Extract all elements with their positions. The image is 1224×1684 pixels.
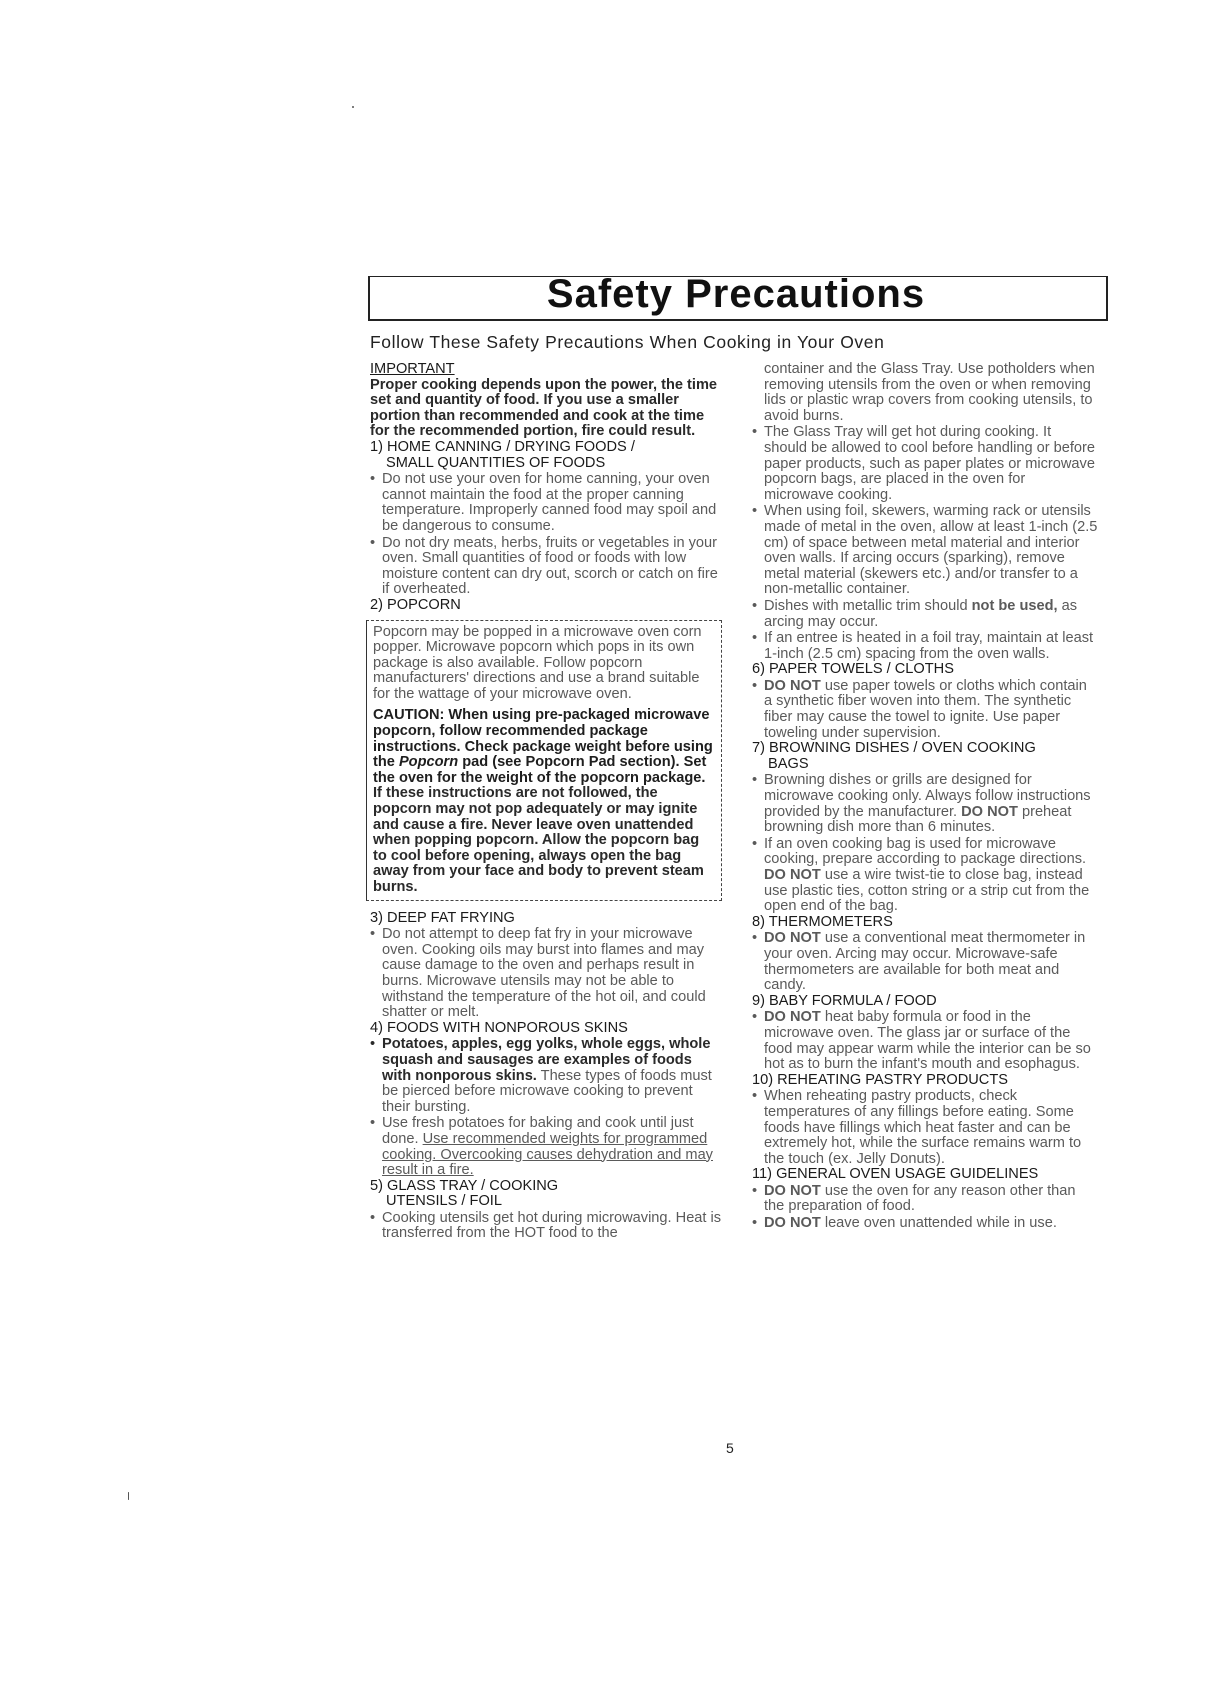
bullet-icon: • xyxy=(752,424,758,441)
left-column xyxy=(370,362,722,1242)
list-item-text: Dishes with metallic trim should xyxy=(764,597,968,614)
bullet-icon: • xyxy=(752,630,758,647)
bullet-icon: • xyxy=(752,1182,758,1199)
bullet-icon: • xyxy=(752,1009,758,1026)
list-item-bold: DO NOT xyxy=(764,1182,821,1199)
list-item-text: Cooking utensils get hot during microwaving. Heat is transferred from the HOT food to the xyxy=(382,1209,722,1242)
list-item-bold: DO NOT xyxy=(764,1009,821,1026)
section-heading-line: 1) HOME CANNING / DRYING FOODS / xyxy=(370,438,635,455)
list-item xyxy=(752,679,1098,741)
section-heading xyxy=(370,1179,722,1210)
bullet-icon: • xyxy=(752,677,758,694)
scan-speck xyxy=(128,1492,129,1500)
scan-speck xyxy=(352,106,354,108)
list-item-text: Do not use your oven for home canning, your oven cannot maintain the food at the proper canning temperature. Improperly canned food may spoil and be dangerous to consume. xyxy=(382,471,717,534)
bullet-icon: • xyxy=(370,1209,376,1226)
list-item-text: heat baby formula or food in the microwave oven. The glass jar or surface of the food may appear warm while the interior can be so hot as to burn the infant's mouth and esophagus. xyxy=(764,1009,1091,1073)
bullet-icon: • xyxy=(752,930,758,947)
caution-text-2: If these instructions are not followed, the popcorn may not pop adequately or may ignite and cause a fire. Never leave oven unattended when popping popcorn. Allow the popcorn bag to cool before opening, always open the bag away from your face and body to prevent steam burns. xyxy=(373,785,704,895)
section-heading-sub: BAGS xyxy=(768,755,809,772)
list-item-text: If an entree is heated in a foil tray, maintain at least 1-inch (2.5 cm) spacing from the oven walls. xyxy=(764,630,1094,662)
list-item-text: as arcing may occur. xyxy=(764,597,1078,630)
section-heading: 10) REHEATING PASTRY PRODUCTS xyxy=(752,1071,1008,1088)
list-item xyxy=(370,1037,722,1115)
bullet-icon: • xyxy=(370,471,376,488)
page-title: Safety Precautions xyxy=(546,272,926,316)
list-item-bold: DO NOT xyxy=(764,1215,821,1232)
list-item xyxy=(370,1116,722,1178)
list-item xyxy=(752,1089,1098,1167)
bullet-icon: • xyxy=(752,503,758,520)
page-subtitle: Follow These Safety Precautions When Cooking in Your Oven xyxy=(370,332,885,352)
list-item-text: These types of foods must be pierced before microwave cooking to prevent their bursting. xyxy=(382,1067,712,1115)
list-item-bold: not be used, xyxy=(971,597,1058,614)
list-item-bold: DO NOT xyxy=(961,803,1018,820)
list-item-text: Do not attempt to deep fat fry in your microwave oven. Cooking oils may burst into flames and may cause damage to the oven and perhaps result in burns. Microwave utensils may not be able to withstand the temperature of the hot oil, and could shatter or melt. xyxy=(382,926,706,1021)
list-item-text: When using foil, skewers, warming rack or utensils made of metal in the oven, allow at least 1-inch (2.5 cm) of space between metal material and interior oven walls. If arcing occurs (sparking), remove metal material (skewers etc.) and/or transfer to a non-metallic container. xyxy=(764,503,1098,598)
section-heading-line: 5) GLASS TRAY / COOKING xyxy=(370,1177,559,1194)
important-label: IMPORTANT xyxy=(370,361,455,377)
list-item xyxy=(752,1184,1098,1215)
list-item xyxy=(370,927,722,1021)
list-item-bold: Potatoes, apples, egg yolks, whole eggs, whole squash and sausages are examples of foods with nonporous skins. xyxy=(382,1036,711,1084)
list-item-bold: DO NOT xyxy=(764,867,821,883)
list-item xyxy=(370,472,722,534)
list-item xyxy=(752,931,1098,993)
popcorn-text: Popcorn may be popped in a microwave oven corn popper. Microwave popcorn which pops in its own package is also available. Follow popcorn manufacturers' directions and use a brand suitable for the wattage of your microwave oven. xyxy=(373,623,702,702)
continued-text: container and the Glass Tray. Use potholders when removing utensils from the oven or when removing lids or plastic wrap covers from cooking utensils, to avoid burns. xyxy=(764,361,1095,424)
section-heading xyxy=(370,440,722,471)
list-item xyxy=(752,599,1098,630)
bullet-icon: • xyxy=(752,772,758,789)
caution-popcorn: Popcorn xyxy=(398,754,459,771)
bullet-icon: • xyxy=(370,926,376,943)
list-item xyxy=(370,1211,722,1242)
bullet-icon: • xyxy=(752,1088,758,1105)
list-item xyxy=(752,773,1098,835)
section-heading: 9) BABY FORMULA / FOOD xyxy=(752,992,937,1009)
right-column xyxy=(752,362,1098,1232)
bullet-icon: • xyxy=(370,534,376,551)
caution-text-b: pad (see Popcorn Pad section). Set the oven for the weight of the popcorn package. xyxy=(373,754,707,786)
caution-text xyxy=(373,708,715,786)
bullet-icon: • xyxy=(752,835,758,852)
list-item-text: Browning dishes or grills are designed for microwave cooking only. Always follow instructions provided by the manufacturer. xyxy=(764,772,1091,820)
section-heading: 8) THERMOMETERS xyxy=(752,913,893,930)
section-heading-line: 7) BROWNING DISHES / OVEN COOKING xyxy=(752,740,1036,757)
section-heading: 2) POPCORN xyxy=(370,596,461,613)
list-item-text: use a wire twist-tie to close bag, instead use plastic ties, cotton string or a strip cut from the open end of the bag. xyxy=(764,867,1090,915)
list-item-text: use the oven for any reason other than the preparation of food. xyxy=(764,1182,1076,1215)
list-item xyxy=(752,1010,1098,1072)
section-heading-sub: SMALL QUANTITIES OF FOODS xyxy=(386,454,606,471)
list-item xyxy=(752,837,1098,915)
list-item-text: Use fresh potatoes for baking and cook until just done. xyxy=(382,1115,694,1147)
section-heading xyxy=(752,741,1098,772)
list-item-text: The Glass Tray will get hot during cooking. It should be allowed to cool before handling or before paper products, such as paper plates or microwave popcorn bags, are placed in the oven for microwave cooking. xyxy=(764,424,1096,503)
list-item-underlined: Use recommended weights for programmed cooking. Overcooking causes dehydration and may result in a fire. xyxy=(382,1130,713,1179)
list-item xyxy=(370,536,722,598)
section-heading: 11) GENERAL OVEN USAGE GUIDELINES xyxy=(752,1166,1039,1183)
list-item-text: If an oven cooking bag is used for microwave cooking, prepare according to package directions. xyxy=(764,835,1087,868)
section-heading: 3) DEEP FAT FRYING xyxy=(370,909,515,926)
list-item xyxy=(752,1216,1098,1232)
list-item-text: use paper towels or cloths which contain a synthetic fiber woven into them. The synthetic fiber may cause the towel to ignite. Use paper toweling under supervision. xyxy=(764,677,1087,741)
list-item-text: When reheating pastry products, check temperatures of any fillings before eating. Some foods have fillings which heat faster and can be extremely hot, while the surface remains warm to the touch (ex. Jelly Donuts). xyxy=(764,1088,1082,1167)
page-number: 5 xyxy=(726,1440,734,1456)
list-item xyxy=(752,425,1098,503)
list-item xyxy=(752,504,1098,598)
important-text: Proper cooking depends upon the power, the time set and quantity of food. If you use a smaller portion than recommended and cook at the time for the recommended portion, fire could result. xyxy=(370,376,718,440)
bullet-icon: • xyxy=(370,1036,376,1053)
caution-text-a: CAUTION: When using pre-packaged microwave popcorn, follow recommended package instructions. Check package weight before using the xyxy=(373,707,713,771)
section-heading: 4) FOODS WITH NONPOROUS SKINS xyxy=(370,1019,628,1036)
list-item-bold: DO NOT xyxy=(764,677,821,694)
popcorn-box xyxy=(366,620,722,901)
list-item-text: Do not dry meats, herbs, fruits or vegetables in your oven. Small quantities of food or foods with low moisture content can dry out, scorch or catch on fire if overheated. xyxy=(382,534,718,598)
list-item-text: leave oven unattended while in use. xyxy=(824,1215,1057,1232)
section-heading: 6) PAPER TOWELS / CLOTHS xyxy=(752,661,954,678)
bullet-icon: • xyxy=(752,1215,758,1232)
list-item-bold: DO NOT xyxy=(764,930,821,947)
list-item-text: preheat browning dish more than 6 minutes. xyxy=(764,803,1072,836)
bullet-icon: • xyxy=(370,1115,376,1132)
bullet-icon: • xyxy=(752,597,758,614)
section-heading-sub: UTENSILS / FOIL xyxy=(386,1193,502,1210)
list-item xyxy=(752,631,1098,662)
list-item-text: use a conventional meat thermometer in your oven. Arcing may occur. Microwave-safe thermometers are available for both meat and candy. xyxy=(764,930,1086,994)
